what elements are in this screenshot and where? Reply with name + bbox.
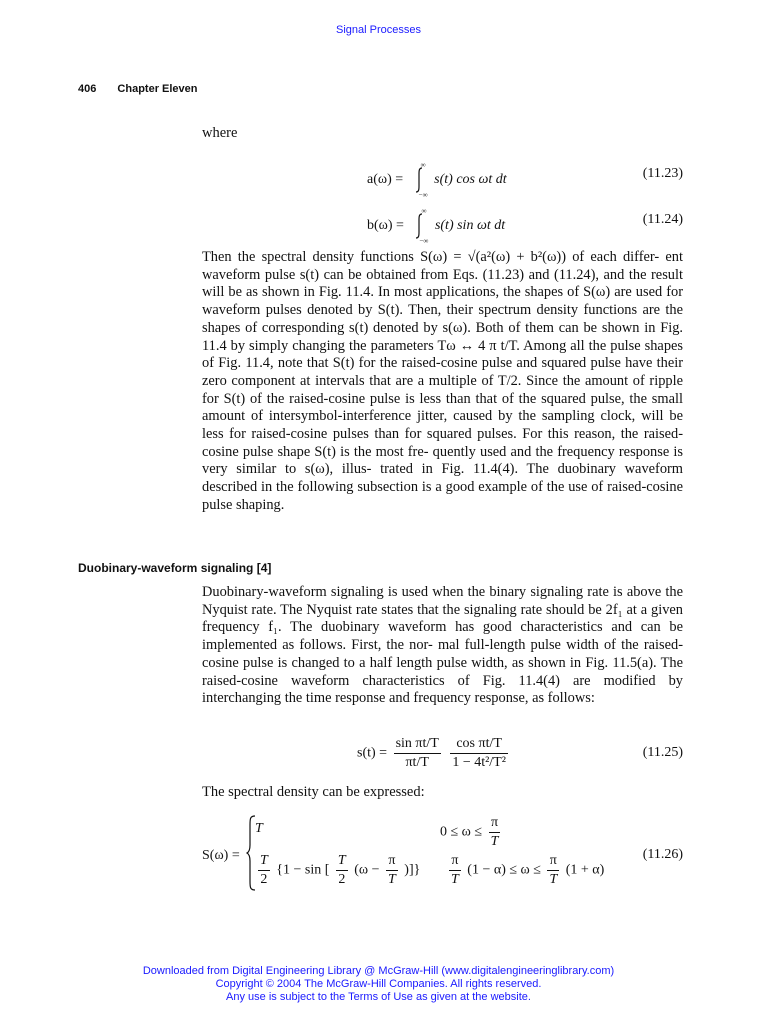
equation-11-23 <box>202 160 683 199</box>
eq26-case1: T <box>255 821 263 836</box>
chapter-title: Chapter Eleven <box>117 83 198 95</box>
eq25-frac1-numerator: sin πt/T <box>394 736 441 754</box>
equation-11-24 <box>202 206 683 245</box>
eq26-number: (11.26) <box>642 847 683 862</box>
eq25-number: (11.25) <box>642 745 683 760</box>
eq26-case2-fraction <box>258 853 270 888</box>
eq26-case2-denominator: 2 <box>260 872 268 887</box>
footer-download-link[interactable]: Downloaded from Digital Engineering Library @ McGraw-Hill (www.digitalengineeringlibrary.com) <box>142 965 615 977</box>
eq23-upper-limit: ∞ <box>420 161 426 169</box>
eq26-cond1-text: 0 ≤ ω ≤ <box>440 824 483 840</box>
eq26-cond2-mid: (1 − α) ≤ ω ≤ <box>467 862 541 878</box>
eq24-number: (11.24) <box>642 212 683 227</box>
eq25-frac2-numerator: cos πt/T <box>450 736 508 754</box>
eq26-case2 <box>255 853 420 888</box>
eq26-cond2-frac2-denominator: T <box>549 872 558 887</box>
eq26-cond2-end: (1 + α) <box>565 862 605 878</box>
eq24-lower-limit: −∞ <box>419 237 429 245</box>
spectral-density-intro: The spectral density can be expressed: <box>202 784 425 800</box>
eq24-lhs: b(ω) = <box>367 218 404 234</box>
eq26-condition-2 <box>446 853 604 888</box>
eq26-case2-close: )]} <box>404 862 421 878</box>
eq26-lhs: S(ω) = <box>202 848 240 863</box>
eq26-cond2-fraction-2 <box>547 853 559 888</box>
eq26-cond1-numerator: π <box>489 815 501 833</box>
eq23-lhs: a(ω) = <box>367 172 404 188</box>
eq26-condition-1 <box>440 815 503 850</box>
eq25-fraction-1 <box>394 736 441 771</box>
eq25-frac1-denominator: πt/T <box>405 755 429 770</box>
page-header <box>78 83 198 95</box>
eq26-case2-frac2-denominator: 2 <box>338 872 346 887</box>
eq26-cond1-denominator: T <box>490 834 499 849</box>
eq26-case2-numerator: T <box>258 853 270 871</box>
eq23-lower-limit: −∞ <box>418 191 428 199</box>
paragraph-spectral-density: Then the spectral density functions S(ω) = √(a²(ω) + b²(ω)) of each differ- ent waveform pulse s(t) can be obtained from Eqs. (11.23) and (11.24), and the result will be as shown in Fig. 11.4. In most applications, the shapes of S(ω) are used for waveform pulses denoted by S(t). Then, their spectrum density functions are the shapes of corresponding s(t) denoted by s(ω). Both of them can be shown in Fig. 11.4 by simply changing the parameters Tω ↔ 4 π t/T. Among all the pulse shapes of Fig. 11.4, note that S(t) for the raised-cosine pulse and squared pulse have their zero component at intervals that are a multiple of T/2. Since the amount of ripple for S(t) of the raised-cosine pulse is less than that of the squared pulse, the small amount of intersymbol-interference jitter, caused by the sampling clock, will be less for raised-cosine pulses than for squared pulses. For this reason, the raised-cosine pulse shape S(t) is the most fre- quently used and the frequency response is very similar to s(ω), illus- trated in Fig. 11.4(4). The duobinary waveform described in the following subsection is a good example of the use of raised-cosine pulse shaping. <box>202 249 683 513</box>
eq23-number: (11.23) <box>642 166 683 181</box>
eq26-case2-mid: {1 − sin [ <box>276 862 330 878</box>
eq26-case2-frac3-denominator: T <box>388 872 396 887</box>
equation-11-26 <box>202 815 683 895</box>
eq26-case2-paren: (ω − <box>354 862 380 878</box>
running-title-link[interactable]: Signal Processes <box>336 24 421 36</box>
footer-terms-link[interactable]: Any use is subject to the Terms of Use as given at the website. <box>226 991 531 1003</box>
eq26-cond1-fraction <box>489 815 501 850</box>
eq24-upper-limit: ∞ <box>421 207 427 215</box>
eq26-cond2-denominator: T <box>451 872 459 887</box>
eq26-cond2-frac2-numerator: π <box>547 853 559 871</box>
page-number: 406 <box>78 83 97 95</box>
eq26-case2-fraction-2 <box>336 853 348 888</box>
footer-copyright: Copyright © 2004 The McGraw-Hill Companies. All rights reserved. <box>215 978 542 990</box>
section-heading: Duobinary-waveform signaling [4] <box>78 561 272 575</box>
eq24-integrand: s(t) sin ωt dt <box>434 218 506 234</box>
eq25-lhs: s(t) = <box>357 745 388 761</box>
integral-sign <box>411 207 429 245</box>
eq25-frac2-denominator: 1 − 4t²/T² <box>452 755 506 770</box>
eq26-case2-fraction-3 <box>386 853 398 888</box>
eq26-cond2-fraction <box>449 853 461 888</box>
where-text: where <box>202 125 238 141</box>
integral-sign <box>411 161 428 199</box>
eq23-integrand: s(t) cos ωt dt <box>434 172 507 188</box>
footer-notice <box>0 965 757 1004</box>
equation-11-25 <box>202 736 683 776</box>
eq26-cond2-numerator: π <box>449 853 461 871</box>
eq26-case2-frac3-numerator: π <box>386 853 398 871</box>
eq25-fraction-2 <box>450 736 508 771</box>
paragraph-duobinary: Duobinary-waveform signaling is used when the binary signaling rate is above the Nyquist rate. The Nyquist rate states that the signaling rate should be 2f₁ at a given frequency f₁. The duobinary waveform has good characteristics and can be implemented as follows. First, the nor- mal full-length pulse width of the raised-cosine pulse is changed to a half length pulse width, as shown in Fig. 11.5(a). The raised-cosine waveform characteristics of Fig. 11.4(4) are modified by interchanging the time response and frequency response, as follows: <box>202 584 683 707</box>
eq26-case2-frac2-numerator: T <box>336 853 348 871</box>
